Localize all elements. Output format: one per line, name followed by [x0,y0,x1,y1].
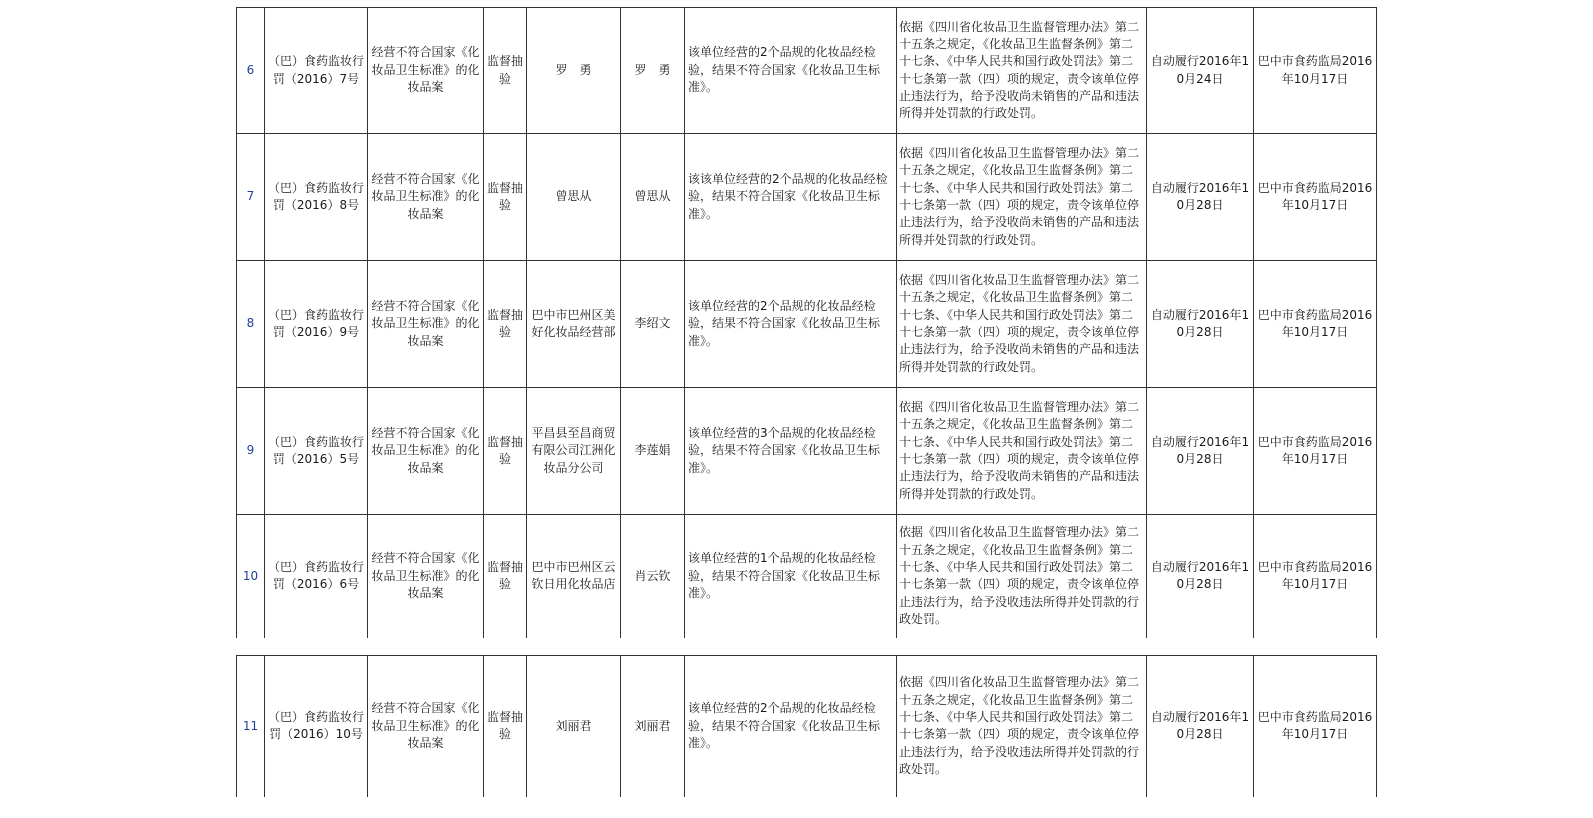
party-name-cell: 巴中市巴州区美好化妆品经营部 [527,261,621,388]
case-name-cell: 经营不符合国家《化妆品卫生标准》的化妆品案 [368,8,484,134]
party-name-cell: 曾思从 [527,134,621,261]
case-source-cell: 监督抽验 [484,656,527,797]
case-name-cell: 经营不符合国家《化妆品卫生标准》的化妆品案 [368,134,484,261]
penalty-basis-cell: 依据《四川省化妆品卫生监督管理办法》第二十五条之规定，《化妆品卫生监督条例》第二十七条、《中华人民共和国行政处罚法》第二十七条第一款（四）项的规定，责令该单位停止违法行为，给予没收尚未销售的产品和违法所得并处罚款的行政处罚。 [897,134,1147,261]
case-name-cell: 经营不符合国家《化妆品卫生标准》的化妆品案 [368,515,484,638]
execution-status-cell: 自动履行2016年10月24日 [1147,8,1254,134]
table-row [237,656,1377,797]
party-name-cell: 罗 勇 [527,8,621,134]
violation-facts-cell: 该单位经营的2个品规的化妆品经检验，结果不符合国家《化妆品卫生标准》。 [685,8,897,134]
case-number-cell: （巴）食药监妆行罚（2016）7号 [265,8,368,134]
case-source-cell: 监督抽验 [484,261,527,388]
violation-facts-cell: 该单位经营的1个品规的化妆品经检验，结果不符合国家《化妆品卫生标准》。 [685,515,897,638]
row-number-cell: 9 [237,388,265,515]
penalty-basis-cell: 依据《四川省化妆品卫生监督管理办法》第二十五条之规定，《化妆品卫生监督条例》第二十七条、《中华人民共和国行政处罚法》第二十七条第一款（四）项的规定，责令该单位停止违法行为，给予没收尚未销售的产品和违法所得并处罚款的行政处罚。 [897,388,1147,515]
execution-status-cell: 自动履行2016年10月28日 [1147,656,1254,797]
legal-person-cell: 李绍文 [621,261,685,388]
violation-facts-cell: 该单位经营的3个品规的化妆品经检验，结果不符合国家《化妆品卫生标准》。 [685,388,897,515]
case-name-cell: 经营不符合国家《化妆品卫生标准》的化妆品案 [368,388,484,515]
violation-facts-cell: 该单位经营的2个品规的化妆品经检验，结果不符合国家《化妆品卫生标准》。 [685,656,897,797]
legal-person-cell: 肖云钦 [621,515,685,638]
penalty-basis-cell: 依据《四川省化妆品卫生监督管理办法》第二十五条之规定，《化妆品卫生监督条例》第二十七条、《中华人民共和国行政处罚法》第二十七条第一款（四）项的规定，责令该单位停止违法行为，给予没收尚未销售的产品和违法所得并处罚款的行政处罚。 [897,261,1147,388]
row-number-cell: 7 [237,134,265,261]
execution-status-cell: 自动履行2016年10月28日 [1147,515,1254,638]
legal-person-cell: 刘丽君 [621,656,685,797]
case-number-cell: （巴）食药监妆行罚（2016）8号 [265,134,368,261]
legal-person-cell: 曾思从 [621,134,685,261]
authority-date-cell: 巴中市食药监局2016年10月17日 [1254,8,1377,134]
authority-date-cell: 巴中市食药监局2016年10月17日 [1254,261,1377,388]
penalty-table-lower [236,655,1377,797]
authority-date-cell: 巴中市食药监局2016年10月17日 [1254,656,1377,797]
case-source-cell: 监督抽验 [484,515,527,638]
case-source-cell: 监督抽验 [484,134,527,261]
table-row [237,388,1377,515]
penalty-basis-cell: 依据《四川省化妆品卫生监督管理办法》第二十五条之规定，《化妆品卫生监督条例》第二十七条、《中华人民共和国行政处罚法》第二十七条第一款（四）项的规定，责令该单位停止违法行为，给予没收尚未销售的产品和违法所得并处罚款的行政处罚。 [897,8,1147,134]
table-row [237,261,1377,388]
execution-status-cell: 自动履行2016年10月28日 [1147,388,1254,515]
case-source-cell: 监督抽验 [484,8,527,134]
row-number-cell: 6 [237,8,265,134]
party-name-cell: 巴中市巴州区云钦日用化妆品店 [527,515,621,638]
execution-status-cell: 自动履行2016年10月28日 [1147,134,1254,261]
party-name-cell: 平昌县至昌商贸有限公司江洲化妆品分公司 [527,388,621,515]
case-name-cell: 经营不符合国家《化妆品卫生标准》的化妆品案 [368,656,484,797]
penalty-basis-cell: 依据《四川省化妆品卫生监督管理办法》第二十五条之规定，《化妆品卫生监督条例》第二十七条、《中华人民共和国行政处罚法》第二十七条第一款（四）项的规定，责令该单位停止违法行为，给予没收违法所得并处罚款的行政处罚。 [897,515,1147,638]
row-number-cell: 10 [237,515,265,638]
legal-person-cell: 罗 勇 [621,8,685,134]
row-number-cell: 11 [237,656,265,797]
case-number-cell: （巴）食药监妆行罚（2016）6号 [265,515,368,638]
authority-date-cell: 巴中市食药监局2016年10月17日 [1254,134,1377,261]
penalty-basis-cell: 依据《四川省化妆品卫生监督管理办法》第二十五条之规定，《化妆品卫生监督条例》第二十七条、《中华人民共和国行政处罚法》第二十七条第一款（四）项的规定，责令该单位停止违法行为，给予没收违法所得并处罚款的行政处罚。 [897,656,1147,797]
penalty-table-upper [236,7,1377,638]
party-name-cell: 刘丽君 [527,656,621,797]
violation-facts-cell: 该单位经营的2个品规的化妆品经检验，结果不符合国家《化妆品卫生标准》。 [685,261,897,388]
row-number-cell: 8 [237,261,265,388]
table-row [237,8,1377,134]
violation-facts-cell: 该该单位经营的2个品规的化妆品经检验，结果不符合国家《化妆品卫生标准》。 [685,134,897,261]
authority-date-cell: 巴中市食药监局2016年10月17日 [1254,515,1377,638]
execution-status-cell: 自动履行2016年10月28日 [1147,261,1254,388]
table-row [237,134,1377,261]
table-row [237,515,1377,638]
case-number-cell: （巴）食药监妆行罚（2016）5号 [265,388,368,515]
case-number-cell: （巴）食药监妆行罚（2016）10号 [265,656,368,797]
authority-date-cell: 巴中市食药监局2016年10月17日 [1254,388,1377,515]
case-name-cell: 经营不符合国家《化妆品卫生标准》的化妆品案 [368,261,484,388]
case-source-cell: 监督抽验 [484,388,527,515]
legal-person-cell: 李莲娟 [621,388,685,515]
case-number-cell: （巴）食药监妆行罚（2016）9号 [265,261,368,388]
